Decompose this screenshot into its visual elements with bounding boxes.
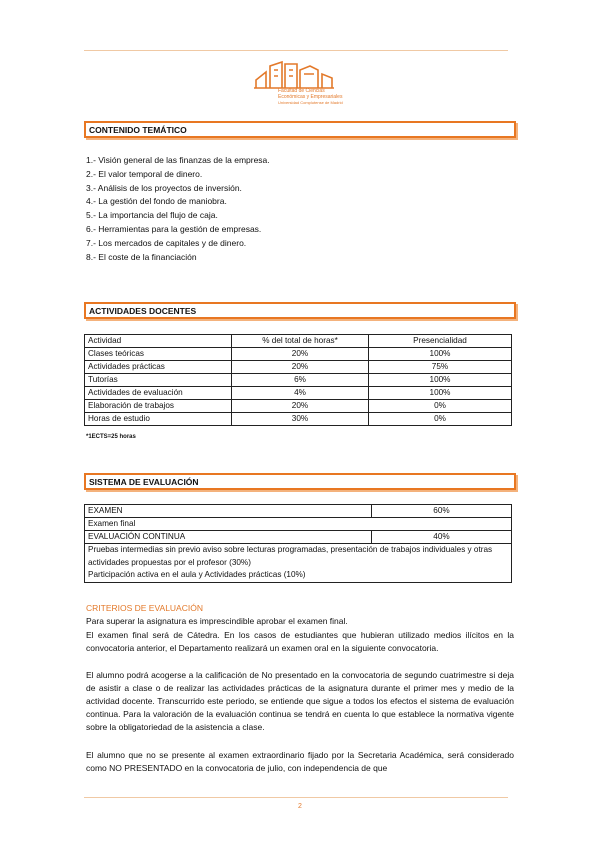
list-item: 8.- El coste de la financiación bbox=[86, 251, 197, 262]
table-row bbox=[85, 518, 512, 531]
table-cell: 100% bbox=[369, 374, 512, 387]
list-item: 5.- La importancia del flujo de caja. bbox=[86, 210, 218, 221]
table-row bbox=[85, 348, 512, 361]
table-header-row bbox=[85, 335, 512, 348]
evaluacion-table bbox=[84, 504, 512, 583]
logo-line: Universidad Complutense de Madrid bbox=[278, 100, 343, 105]
table-cell: Actividades de evaluación bbox=[85, 387, 232, 400]
paragraph: El alumno podrá acogerse a la calificación de No presentado en la convocatoria de segundo cuatrimestre si deja de asistir a clase o de realizar las actividades prácticas de la asignatura durante el primer mes y medio de la actividad docente. Transcurrido este periodo, se entiende que sigue a todos los efectos el sistema de evaluación continua. Para la valoración de la evaluación continua se tendrá en cuenta lo que establece la normativa vigente sobre la obligatoriedad de la asistencia a clase. bbox=[86, 670, 514, 732]
list-item: 3.- Análisis de los proyectos de inversión. bbox=[86, 182, 242, 193]
logo-line: Económicas y Empresariales bbox=[278, 93, 343, 100]
table-header: Presencialidad bbox=[369, 335, 512, 348]
section-title: SISTEMA DE EVALUACIÓN bbox=[89, 477, 199, 487]
table-cell: 0% bbox=[369, 413, 512, 426]
section-title: ACTIVIDADES DOCENTES bbox=[89, 306, 197, 316]
footer-rule bbox=[84, 797, 508, 798]
list-item: 2.- El valor temporal de dinero. bbox=[86, 168, 203, 179]
table-row bbox=[85, 505, 512, 518]
table-row bbox=[85, 374, 512, 387]
section-sistema-evaluacion bbox=[84, 473, 516, 490]
table-cell: 20% bbox=[232, 348, 369, 361]
page-number: 2 bbox=[298, 803, 302, 810]
table-cell: Tutorías bbox=[85, 374, 232, 387]
table-cell: Actividades prácticas bbox=[85, 361, 232, 374]
ects-footnote: *1ECTS=25 horas bbox=[86, 434, 136, 440]
table-cell: 20% bbox=[232, 361, 369, 374]
paragraph: El alumno que no se presente al examen extraordinario fijado por la Secretaria Académica, será considerado como NO PRESENTADO en la convocatoria de julio, con independencia de que bbox=[86, 750, 514, 773]
list-item: 4.- La gestión del fondo de maniobra. bbox=[86, 196, 227, 207]
table-cell: Examen final bbox=[85, 518, 512, 531]
table-cell: 100% bbox=[369, 387, 512, 400]
paragraph: El examen final será de Cátedra. En los casos de estudiantes que hubieran utilizado medios ilícitos en la convocatoria anterior, el Departamento realizará un examen oral en la siguiente convocatoria. bbox=[86, 630, 514, 653]
table-cell: Clases teóricas bbox=[85, 348, 232, 361]
table-row bbox=[85, 387, 512, 400]
list-item: 6.- Herramientas para la gestión de empresas. bbox=[86, 223, 262, 234]
header-rule bbox=[84, 50, 508, 51]
table-cell: Elaboración de trabajos bbox=[85, 400, 232, 413]
table-cell: EXAMEN bbox=[85, 505, 372, 518]
table-cell: 100% bbox=[369, 348, 512, 361]
evaluacion-description: Pruebas intermedias sin previo aviso sobre lecturas programadas, presentación de trabajos individuales y otras actividades propuestas por el profesor (30%) bbox=[88, 545, 493, 567]
table-header: Actividad bbox=[85, 335, 232, 348]
table-cell: 0% bbox=[369, 400, 512, 413]
table-cell: Horas de estudio bbox=[85, 413, 232, 426]
table-row bbox=[85, 531, 512, 544]
table-cell: 20% bbox=[232, 400, 369, 413]
table-cell: 4% bbox=[232, 387, 369, 400]
table-cell: 40% bbox=[372, 531, 512, 544]
table-cell: 30% bbox=[232, 413, 369, 426]
contenido-list bbox=[86, 154, 270, 264]
table-cell bbox=[85, 544, 512, 583]
section-contenido-tematico bbox=[84, 121, 516, 138]
table-cell: EVALUACIÓN CONTINUA bbox=[85, 531, 372, 544]
table-cell: 6% bbox=[232, 374, 369, 387]
table-row bbox=[85, 413, 512, 426]
table-header: % del total de horas* bbox=[232, 335, 369, 348]
logo-line: Facultad de Ciencias bbox=[278, 88, 325, 94]
table-row bbox=[85, 361, 512, 374]
paragraph: Para superar la asignatura es imprescindible aprobar el examen final. bbox=[86, 616, 348, 626]
table-cell: 60% bbox=[372, 505, 512, 518]
section-title: CONTENIDO TEMÁTICO bbox=[89, 125, 187, 135]
list-item: 7.- Los mercados de capitales y de dinero. bbox=[86, 237, 247, 248]
table-cell: 75% bbox=[369, 361, 512, 374]
criterios-title: CRITERIOS DE EVALUACIÓN bbox=[86, 603, 203, 613]
faculty-name bbox=[278, 89, 342, 106]
evaluacion-description: Participación activa en el aula y Actividades prácticas (10%) bbox=[88, 570, 306, 579]
section-actividades-docentes bbox=[84, 302, 516, 319]
list-item: 1.- Visión general de las finanzas de la empresa. bbox=[86, 155, 270, 165]
table-row bbox=[85, 544, 512, 583]
actividades-table bbox=[84, 334, 512, 426]
table-row bbox=[85, 400, 512, 413]
